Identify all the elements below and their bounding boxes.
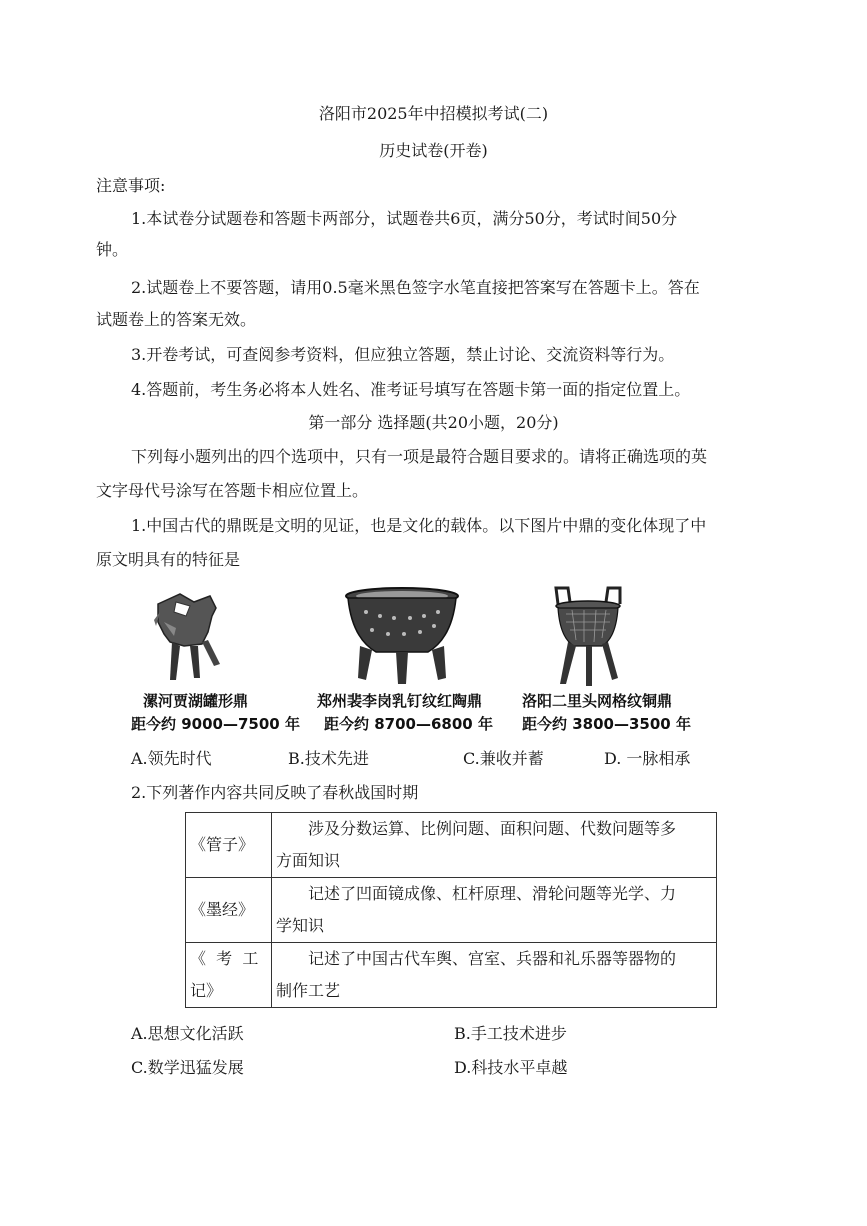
desc-line: 涉及分数运算、比例问题、面积问题、代数问题等多 [308, 819, 677, 838]
work-description [272, 943, 717, 1008]
artifact-2-date: 距今约 8700—6800 年 [324, 715, 493, 733]
q2-stem: 2.下列著作内容共同反映了春秋战国时期 [131, 783, 419, 802]
q2-option-b[interactable]: B.手工技术进步 [454, 1024, 567, 1043]
q1-option-c[interactable]: C.兼收并蓄 [463, 749, 544, 768]
q2-option-c[interactable]: C.数学迅猛发展 [131, 1058, 244, 1077]
artifact-1-name: 漯河贾湖罐形鼎 [143, 692, 249, 710]
work-title: 《 考 工 [190, 949, 259, 968]
notice-heading: 注意事项: [96, 176, 166, 195]
desc-line: 学知识 [276, 916, 325, 935]
artifact-3-name: 洛阳二里头网格纹铜鼎 [522, 692, 673, 710]
works-table [185, 812, 717, 1008]
notice-item-3: 3.开卷考试，可查阅参考资料，但应独立答题，禁止讨论、交流资料等行为。 [131, 345, 675, 364]
notice-item-2-cont: 试题卷上的答案无效。 [96, 310, 257, 329]
desc-line: 制作工艺 [276, 981, 341, 1000]
notice-item-4: 4.答题前，考生务必将本人姓名、准考证号填写在答题卡第一面的指定位置上。 [131, 380, 691, 399]
work-title: 《管子》 [190, 835, 255, 854]
exam-title: 洛阳市2025年中招模拟考试(二) [318, 104, 549, 123]
work-title: 《墨经》 [190, 900, 255, 919]
table-row [186, 943, 717, 1008]
table-row [186, 813, 717, 878]
table-row [186, 878, 717, 943]
work-name [186, 878, 272, 943]
work-title: 记》 [190, 981, 223, 1000]
q1-option-b[interactable]: B.技术先进 [288, 749, 369, 768]
work-description [272, 813, 717, 878]
work-description [272, 878, 717, 943]
peiligang-pottery-ding-image [342, 586, 462, 690]
q2-option-d[interactable]: D.科技水平卓越 [454, 1058, 568, 1077]
q1-option-a[interactable]: A.领先时代 [131, 749, 212, 768]
q1-option-d[interactable]: D. 一脉相承 [604, 749, 691, 768]
notice-item-2: 2.试题卷上不要答题，请用0.5毫米黑色签字水笔直接把答案写在答题卡上。答在 [131, 278, 700, 297]
artifact-1-date: 距今约 9000—7500 年 [131, 715, 300, 733]
desc-line: 方面知识 [276, 851, 341, 870]
work-name [186, 813, 272, 878]
part1-heading: 第一部分 选择题(共20小题，20分) [308, 413, 559, 432]
q1-stem-1: 1.中国古代的鼎既是文明的见证，也是文化的载体。以下图片中鼎的变化体现了中 [131, 516, 707, 535]
part1-instruction-2: 文字母代号涂写在答题卡相应位置上。 [96, 481, 369, 500]
artifact-2-name: 郑州裴李岗乳钉纹红陶鼎 [317, 692, 483, 710]
jiahu-jar-ding-image [150, 592, 230, 690]
notice-item-1-cont: 钟。 [96, 240, 129, 259]
work-name [186, 943, 272, 1008]
desc-line: 记述了凹面镜成像、杠杆原理、滑轮问题等光学、力 [308, 884, 677, 903]
q2-option-a[interactable]: A.思想文化活跃 [131, 1024, 244, 1043]
artifact-3-date: 距今约 3800—3500 年 [522, 715, 691, 733]
exam-subtitle: 历史试卷(开卷) [379, 141, 488, 160]
notice-item-1: 1.本试卷分试题卷和答题卡两部分，试题卷共6页，满分50分，考试时间50分 [131, 209, 678, 228]
q1-stem-2: 原文明具有的特征是 [96, 550, 241, 569]
erlitou-bronze-ding-image [552, 584, 626, 690]
part1-instruction-1: 下列每小题列出的四个选项中，只有一项是最符合题目要求的。请将正确选项的英 [131, 447, 708, 466]
desc-line: 记述了中国古代车舆、宫室、兵器和礼乐器等器物的 [308, 949, 677, 968]
